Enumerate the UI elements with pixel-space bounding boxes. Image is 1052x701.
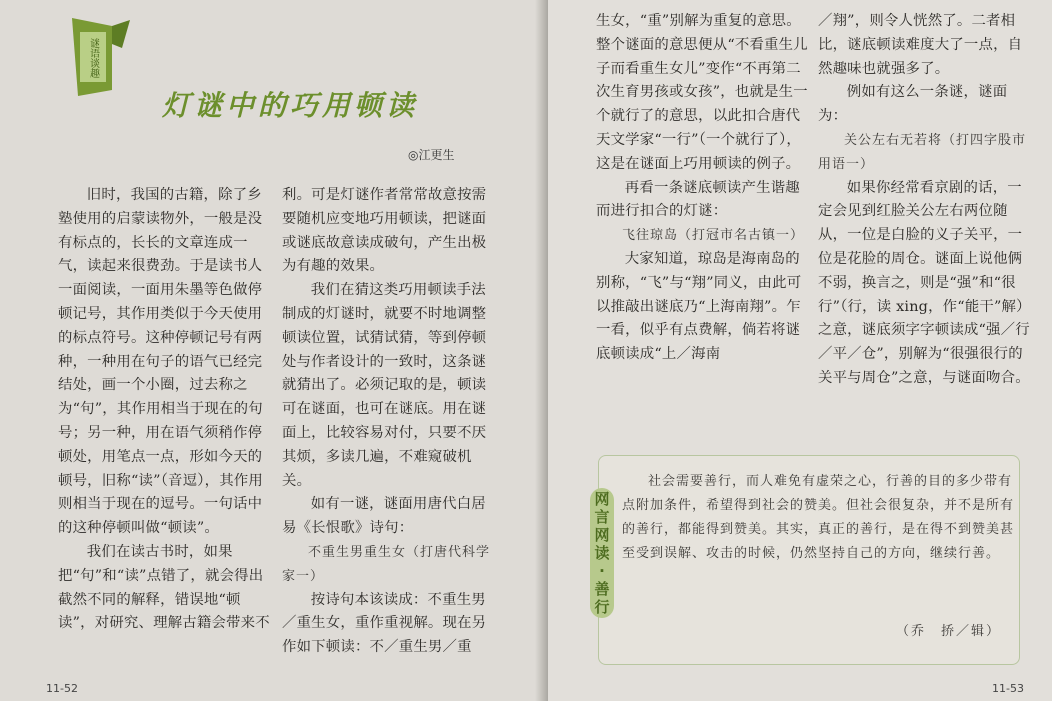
sidebar-label-char: 行 [594, 598, 610, 616]
page-number-left: 11-52 [46, 682, 78, 695]
paragraph: 利。可是灯谜作者常常故意按需要随机应变地巧用顿读，把谜面或谜底故意读成破句，产生出极为有趣的效果。 [282, 187, 487, 275]
column-logo [72, 18, 130, 98]
sidebar-label-char: 网 [594, 490, 610, 508]
column-label: 谜语谈趣 [87, 38, 99, 78]
riddle: 飞往琼岛（打冠市名古镇一） [622, 228, 805, 244]
paragraph: 如果你经常看京剧的话，一定会见到红脸关公左右两位随从，一位是白脸的义子关平，一位是花脸的周仓。谜面上说他俩不弱，换言之，则是“强”和“很行”（行，读 xing，作“能干”解）之意，谜底须字字顿读成“强／行／平／仓”，别解为“很强很行的关平与周仓”之意，与谜面吻合。 [818, 179, 1031, 386]
sidebar-label [590, 488, 614, 618]
riddle: 关公左右无若将（打四字股市用语一） [818, 132, 1027, 172]
paragraph: ／翔”，则令人恍然了。二者相比，谜底顿读难度大了一点，自然趣味也就强多了。 [818, 13, 1023, 77]
paragraph: 旧时，我国的古籍，除了乡塾使用的启蒙读物外，一般是没有标点的，长长的文章连成一气，读起来很费劲。于是读书人一面阅读，一面用朱墨等色做停顿记号，其作用类似于今天使用的标点符号。这种停顿记号有两种，一种用在句子的语气已经完结处，画一个小圈，过去称之为“句”，其作用相当于现在的句号；另一种，用在语气须稍作停顿处，用笔点一点，形如今天的顿号，旧称“读”（音逗），其作用则相当于现在的逗号。一句话中的这种停顿叫做“顿读”。 [58, 187, 263, 537]
paragraph: 如有一谜，谜面用唐代白居易《长恨歌》诗句： [282, 496, 486, 537]
sidebar-label-char: 读 [594, 544, 610, 562]
paragraph: 我们在猜这类巧用顿读手法制成的灯谜时，就要不时地调整顿读位置，试猜试猜，等到停顿处与作者设计的一致时，这条谜就猜出了。必须记取的是，顿读可在谜面，也可在谜底。用在谜面上，比较容易对付，只要不厌其烦，多读几遍，不难窥破机关。 [282, 282, 487, 489]
sidebar-label-char: 善 [594, 580, 610, 598]
paragraph: 生女，“重”别解为重复的意思。整个谜面的意思便从“不看重生儿子而看重生女儿”变作“不再第二次生育男孩或女孩”，也就是生一个就行了的意思，以此扣合唐代天文学家“一行”（一个就行了），这是在谜面上巧用顿读的例子。 [596, 13, 808, 172]
sidebar-paragraph: 社会需要善行，而人难免有虚荣之心，行善的目的多少带有点附加条件，希望得到社会的赞美。但社会很复杂，并不是所有的善行，都能得到赞美。其实，真正的善行，是在得不到赞美甚至受到误解、攻击的时候，仍然坚持自己的方向，继续行善。 [622, 474, 1015, 561]
paragraph: 再看一条谜底顿读产生谐趣而进行扣合的灯谜： [596, 179, 800, 220]
paragraph: 我们在读古书时，如果把“句”和“读”点错了，就会得出截然不同的解释，错误地“顿读”，对研究、理解古籍会带来不 [58, 543, 270, 632]
sidebar-credit: （乔 挢／辑） [896, 624, 1002, 639]
sidebar-text [622, 470, 1014, 566]
article-column-1 [58, 184, 272, 636]
article-column-2 [282, 184, 496, 660]
article-title: 灯谜中的巧用顿读 [162, 89, 419, 122]
article-author: ◎江更生 [408, 148, 455, 162]
page-number-right: 11-53 [992, 682, 1024, 695]
paragraph: 例如有这么一条谜，谜面为： [818, 84, 1008, 125]
sidebar-label-char: 网 [594, 526, 610, 544]
paragraph: 大家知道，琼岛是海南岛的别称，“飞”与“翔”同义，由此可以推敲出谜底乃“上海南翔”。乍一看，似乎有点费解，倘若将谜底顿读成“上／海南 [596, 250, 802, 363]
paragraph: 按诗句本该读成：不重生男／重生女，重作重视解。现在另作如下顿读：不／重生男／重 [282, 591, 487, 656]
sidebar-label-char: 言 [594, 508, 610, 526]
riddle: 不重生男重生女（打唐代科学家一） [282, 544, 491, 584]
article-column-4 [818, 10, 1032, 391]
sidebar-label-char: · [599, 562, 605, 580]
article-column-3 [596, 10, 810, 367]
